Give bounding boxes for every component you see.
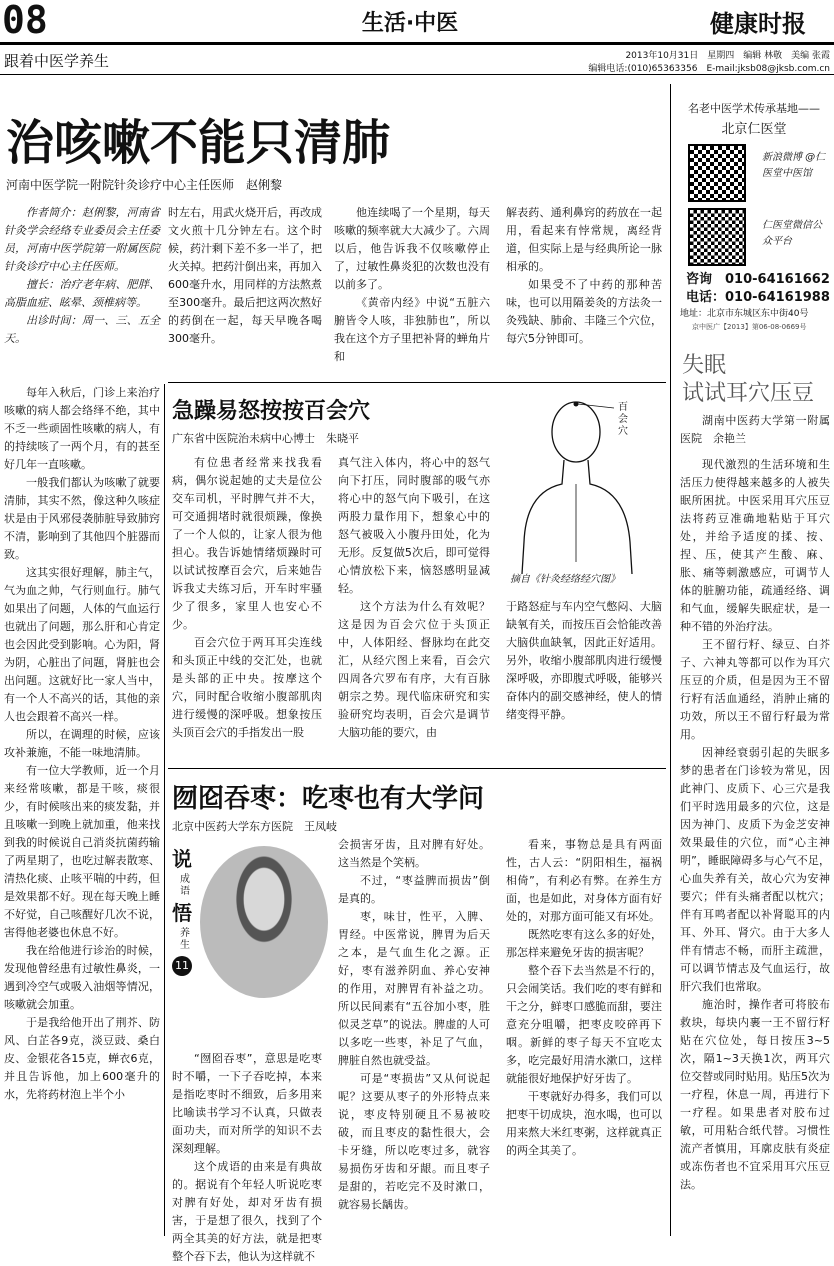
acupoint-figure [506,392,662,585]
article3-col-3 [506,836,662,1236]
date-line: 2013年10月31日 星期四 编辑 林敬 美编 张霞 [625,51,830,61]
paragraph: 因神经衰弱引起的失眠多梦的患者在门诊较为常见，因此神门、皮质下、心三穴是我们平时选用最多的穴位，这是因为神门、皮质下为金芝安神效果最佳的穴位，而“心主神明”，睡眠障碍多与心气不足，心血失养有关，故心穴为安神要穴；伴有头痛者配以枕穴；伴有耳鸣者配以补肾聪耳的内耳、外耳、肾穴。由于大多人伴有情志不畅，而肝主疏泄，可以调节情志及气血运行，故肝穴我们也常取。 [680,746,830,993]
paragraph: 如果受不了中药的那种苦味，也可以用隔姜灸的方法灸一灸残缺、肺俞、丰隆三个穴位，每穴5分钟即可。 [506,278,662,345]
paragraph: 我在给他进行诊治的时候，发现他曾经患有过敏性鼻炎，一遇到冷空气或吸入油烟等情况，咳嗽就会加重。 [4,944,160,1011]
qr-code-icon [688,208,746,266]
paragraph: 一般我们都认为咳嗽了就要清肺，其实不然，像这种久咳症状是由于风邪侵袭肺脏导致肺窍不清，影响到了其他四个脏器而致。 [4,476,160,561]
qr1-caption: 新浪微博 @仁医堂中医馆 [762,152,826,179]
article2-col-1 [172,454,322,760]
paragraph: 可是“枣损齿”又从何说起呢？这要从枣子的外形特点来说，枣皮特别硬且不易被咬破，而且枣皮的黏性很大，会卡牙缝，所以吃枣过多，就容易损伤牙齿和牙龈。而且枣子是甜的，若吃完不及时漱口，就容易长龋齿。 [338,1072,490,1211]
paragraph: 现代激烈的生活环境和生活压力使得越来越多的人被失眠所困扰。中医采用耳穴压豆法将药豆准确地粘贴于耳穴处，并给予适度的揉、按、捏、压，使其产生酸、麻、胀、痛等刺激感应，可调节人体的脏腑功能，疏通经络、调和气血，缓解失眠症状，是一种不错的外治疗法。 [680,458,830,633]
acupoint-label: 百会穴 [618,402,628,437]
paragraph: 干枣就好办得多，我们可以把枣干切成块，泡水喝，也可以用来熬大米红枣粥，这样就真正的两全其美了。 [506,1090,662,1157]
ad-box [676,100,832,340]
page-number: 08 [2,0,48,42]
main-col-1 [4,384,160,1236]
main-headline: 治咳嗽不能只清肺 [6,115,391,171]
series-char: 说 [172,847,192,871]
paragraph: 既然吃枣有这么多的好处，那怎样来避免牙齿的损害呢？ [506,928,662,959]
header-rule-2 [0,74,834,75]
divider [168,768,666,769]
bio-hours: 出诊时间：周一、三、五全天。 [4,314,160,345]
article2-col-3 [506,598,662,760]
article2-byline: 广东省中医院治未病中心博士 朱晓平 [172,432,359,445]
paragraph: 于路怒症与车内空气憋闷、大脑缺氧有关，而按压百会恰能改善大脑供血缺氧，因此正好适用。另外，收缩小腹部肌肉进行缓慢深呼吸，亦即腹式呼吸，能够兴奋体内的副交感神经，使人的情绪变得平静。 [506,600,662,721]
sidebar-headline-1: 失眠 [682,353,727,378]
paragraph: “囫囵吞枣”，意思是吃枣时不嚼，一下子吞吃掉，本来是指吃枣时不细致，后多用来比喻读书学习不认真，只做表面功夫，而对所学的知识不去深刻理解。 [172,1052,322,1155]
back-figure-icon [506,392,662,582]
paragraph: 有一位大学教师，近一个月来经常咳嗽，都是干咳，痰很少，有时候咳出来的痰发黏，并且咳嗽一到晚上就加重，他来找到我的时候说自己消炎抗菌药输了两星期了，也吃过解表散寒、清热化痰、止咳平喘的中药，但是效果都不好。现在每天晚上睡不好觉，自己咳醒好几次不说，害得他老婆也休息不好。 [4,764,160,939]
article3-col-1 [172,1050,322,1263]
paragraph: 真气注入体内，将心中的怒气向下打压，同时腹部的吸气亦将心中的怒气向下吸引，在这两股力量作用下，想象心中的怒气被吸入小腹丹田处，化为无形。反复做5次后，即可觉得心情放松下来，恼怒感明显减轻。 [338,456,490,595]
main-col-4 [506,204,662,376]
paragraph: 所以，在调理的时候，应该攻补兼施，不能一味地清肺。 [4,728,160,759]
sidebar-body [680,456,830,1236]
bio-intro: 作者简介：赵俐黎，河南省针灸学会经络专业委员会主任委员，河南中医学院第一附属医院针灸诊疗中心主任医师。 [4,206,160,273]
paragraph: 这其实很好理解，肺主气，气为血之帅，气行则血行。肺气如果出了问题，人体的气血运行也就出了问题，那么肝和心肯定也会因此受到影响。心为阳，肾为阴，心脏出了问题，肾脏也会出问题。这就好比一家人当中，有一个人不高兴的话，其他的亲人也会跟着不高兴一样。 [4,566,160,723]
article3-col-2 [338,836,490,1236]
main-byline: 河南中医学院一附院针灸诊疗中心主任医师 赵俐黎 [6,178,283,192]
ad-line1: 名老中医学术传承基地—— [688,102,820,115]
series-number: 11 [172,956,192,976]
paragraph: 枣，味甘，性平，入脾、胃经。中医常说，脾胃为后天之本，是气血生化之源。正好，枣有滋养阴血、养心安神的作用，对脾胃有补益之功。所以民间素有“五谷加小枣，胜似灵芝草”的说法。脾虚的人可以多吃一些枣，补足了气血，脾脏自然也就受益。 [338,910,490,1067]
article3-headline: 囫囵吞枣：吃枣也有大学问 [172,784,485,814]
series-char: 悟 [172,901,192,925]
ad-address: 地址：北京市东城区东中街40号 [680,309,809,319]
paragraph: 每年入秋后，门诊上来治疗咳嗽的病人都会络绎不绝，其中不乏一些顽固性咳嗽的病人，有的持续咳了一两个月，有的甚至好几年一直咳嗽。 [4,386,160,471]
sidebar-byline [680,412,830,452]
ad-phone1: 咨询 010-64161662 [686,272,830,287]
bio-expertise: 擅长：治疗老年病、肥胖、高脂血症、眩晕、颈椎病等。 [4,278,160,309]
paragraph: 这个成语的由来是有典故的。据说有个年轻人听说吃枣对脾有好处，却对牙齿有损害，于是想了很久，找到了个两全其美的好方法，就是把枣整个吞下去，他认为这样就不 [172,1160,322,1263]
newspaper-logo: 健康时报 [710,9,806,38]
series-char: 成语 [180,874,190,897]
paragraph: 他连续喝了一个星期，每天咳嗽的频率就大大减少了。六周以后，他告诉我不仅咳嗽停止了，过敏性鼻炎犯的次数也没有以前多了。 [334,206,490,291]
column-divider [164,384,165,1236]
qr-code-icon [688,144,746,202]
paragraph: 于是我给他开出了荆芥、防风、白芷各9克，淡豆豉、桑白皮、金银花各15克，蝉衣6克，并且告诉他，加上600毫升的水，先将药材泡上半个小 [4,1016,160,1101]
column-name: 跟着中医学养生 [4,52,110,70]
main-col-3 [334,204,490,376]
contact-line: 编辑电话:(010)65363356 E-mail:jksb08@jksb.com.cn [588,64,830,74]
ad-license: 京中医广【2013】第06-08-0669号 [692,323,807,331]
article2-headline: 急躁易怒按按百会穴 [172,398,371,424]
author-photo [200,846,328,998]
sidebar-divider [670,84,671,1236]
paragraph: 王不留行籽、绿豆、白芥子、六神丸等都可以作为耳穴压豆的介质，但是因为王不留行籽有活血通经，消肿止痛的功效，所以王不留行籽最为常用。 [680,638,830,741]
paragraph: 看来，事物总是具有两面性，古人云：“阴阳相生，福祸相倚”，有利必有弊。在养生方面，也是如此，对身体方面有好处的，对那方面可能又有坏处。 [506,838,662,923]
qr2-caption: 仁医堂微信公众平台 [762,220,822,247]
article2-col-2 [338,454,490,760]
header-rule [0,42,834,45]
paragraph: 百会穴位于两耳耳尖连线和头顶正中线的交汇处，也就是头部的正中央。按摩这个穴，同时配合收缩小腹部肌肉进行缓慢的深呼吸。想象按压头顶百会穴的手指发出一股 [172,636,322,739]
series-badge [172,846,200,1046]
paragraph: 会损害牙齿，且对脾有好处。这当然是个笑柄。 [338,838,490,869]
paragraph: 时左右，用武火烧开后，再改成文火煎十几分钟左右。这个时候，药汁剩下差不多一半了，把火关掉。把药汁倒出来，再加入600毫升水，用同样的方法熬煮至300毫升。最后把这两次熬好的药倒在一起，每天早晚各喝300毫升。 [168,206,322,345]
paragraph: 《黄帝内经》中说“五脏六腑皆令人咳，非独肺也”，所以我在这个方子里把补肾的蝉角片和 [334,296,490,363]
paragraph: 有位患者经常来找我看病，偶尔说起她的丈夫是位公交车司机，平时脾气并不大，可交通拥堵时就很烦躁，像换了一个人似的，让家人很为他担心。我告诉她情绪烦躁时可以试试按摩百会穴，后来她告诉我丈夫练习后，开车时牢骚少了很多，家里人也安心不少。 [172,456,322,631]
paragraph: 解表药、通利鼻窍的药放在一起用，看起来有悖常规，离经背道，但实际上是与经典所论一脉相承的。 [506,206,662,273]
paragraph: 施治时，操作者可将胶布救块，每块内裹一王不留行籽贴在穴位处，每日按压3~5次，隔1~3天换1次，两耳穴位交替或同时贴用。贴压5次为一疗程，休息一周，再进行下一疗程。如果患者对胶布过敏，可用粘合纸代替。习惯性流产者慎用，耳廓皮肤有炎症或冻伤者也不宜采用耳穴压豆法。 [680,998,830,1191]
author-bio [4,204,160,376]
ad-line2: 北京仁医堂 [721,122,787,137]
paragraph: 这个方法为什么有效呢？这是因为百会穴位于头顶正中，人体阳经、督脉均在此交汇，从经穴图上来看，百会穴四周各穴罗布有序，大有百脉朝宗之势。现代临床研究和实验研究均表明，百会穴是调节大脑功能的要穴，由 [338,600,490,739]
paragraph: 不过，“枣益脾而损齿”倒是真的。 [338,874,490,905]
figure-caption: 摘自《针灸经络经穴图》 [510,574,620,585]
paragraph: 整个吞下去当然是不行的，只会闹笑话。我们吃的枣有鲜和干之分，鲜枣口感脆而甜，要注意充分咀嚼，把枣皮咬碎再下咽。新鲜的枣子每天不宜吃太多，吃完最好用清水漱口，这样就能很好地保护好牙齿了。 [506,964,662,1085]
ad-phone2: 电话：010-64161988 [686,290,830,305]
sidebar-headline-2: 试试耳穴压豆 [682,381,815,406]
sidebar-author: 湖南中医药大学第一附属医院 余艳兰 [680,414,830,445]
article3-byline: 北京中医药大学东方医院 王凤岐 [172,820,337,833]
section-title: 生活·中医 [361,11,459,36]
divider [168,382,666,383]
main-col-2 [168,204,322,376]
series-char: 养生 [180,928,190,951]
